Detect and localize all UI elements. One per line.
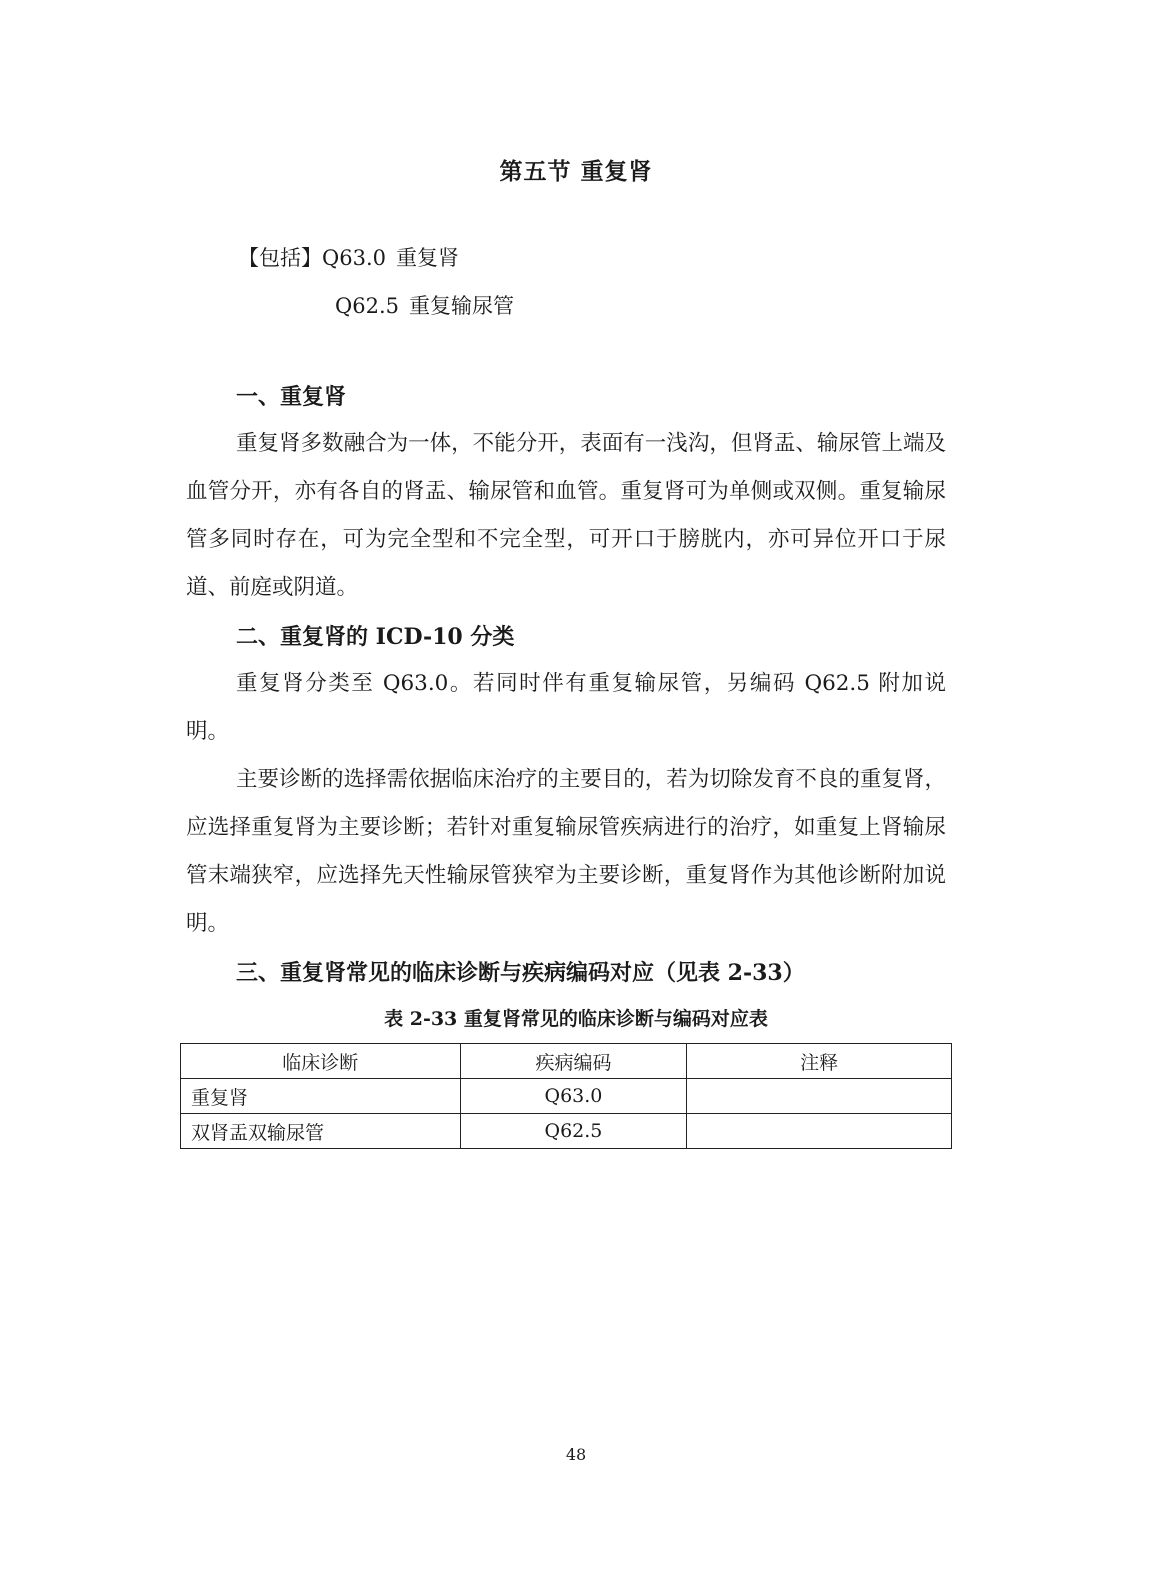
includes-label: 【包括】 — [238, 246, 322, 270]
paragraph: 重复肾分类至 Q63.0。若同时伴有重复输尿管，另编码 Q62.5 附加说明。 — [186, 671, 946, 744]
include-code: Q63.0 — [322, 246, 386, 270]
note-cell — [687, 1114, 952, 1149]
include-code: Q62.5 — [335, 294, 399, 318]
include-row — [238, 234, 514, 282]
diagnosis-code-table — [180, 1043, 952, 1149]
table-caption: 表 2-33 重复肾常见的临床诊断与编码对应表 — [384, 1008, 768, 1030]
heading-part1: 一、重复肾 — [236, 384, 347, 410]
heading-part3: 三、重复肾常见的临床诊断与疾病编码对应（见表 2-33） — [236, 960, 805, 986]
column-header: 临床诊断 — [181, 1044, 461, 1079]
code-cell: Q63.0 — [460, 1079, 687, 1114]
include-row — [238, 282, 514, 330]
column-header: 注释 — [687, 1044, 952, 1079]
diagnosis-cell: 重复肾 — [181, 1079, 461, 1114]
section-title: 第五节 重复肾 — [499, 158, 653, 185]
table-row — [181, 1114, 952, 1149]
include-name: 重复肾 — [395, 246, 459, 270]
code-cell: Q62.5 — [460, 1114, 687, 1149]
column-header: 疾病编码 — [460, 1044, 687, 1079]
include-name: 重复输尿管 — [408, 294, 514, 318]
note-cell — [687, 1079, 952, 1114]
page-number: 48 — [565, 1445, 587, 1464]
part1-body — [186, 420, 946, 612]
table-header-row — [181, 1044, 952, 1079]
table-row — [181, 1079, 952, 1114]
diagnosis-cell: 双肾盂双输尿管 — [181, 1114, 461, 1149]
includes-block — [238, 234, 514, 330]
paragraph: 主要诊断的选择需依据临床治疗的主要目的，若为切除发育不良的重复肾，应选择重复肾为主要诊断；若针对重复输尿管疾病进行的治疗，如重复上肾输尿管末端狭窄，应选择先天性输尿管狭窄为主要诊断，重复肾作为其他诊断附加说明。 — [186, 767, 946, 936]
heading-part2: 二、重复肾的 ICD-10 分类 — [236, 624, 515, 650]
part2-body — [186, 660, 946, 948]
paragraph: 重复肾多数融合为一体，不能分开，表面有一浅沟，但肾盂、输尿管上端及血管分开，亦有各自的肾盂、输尿管和血管。重复肾可为单侧或双侧。重复输尿管多同时存在，可为完全型和不完全型，可开口于膀胱内，亦可异位开口于尿道、前庭或阴道。 — [186, 431, 946, 600]
